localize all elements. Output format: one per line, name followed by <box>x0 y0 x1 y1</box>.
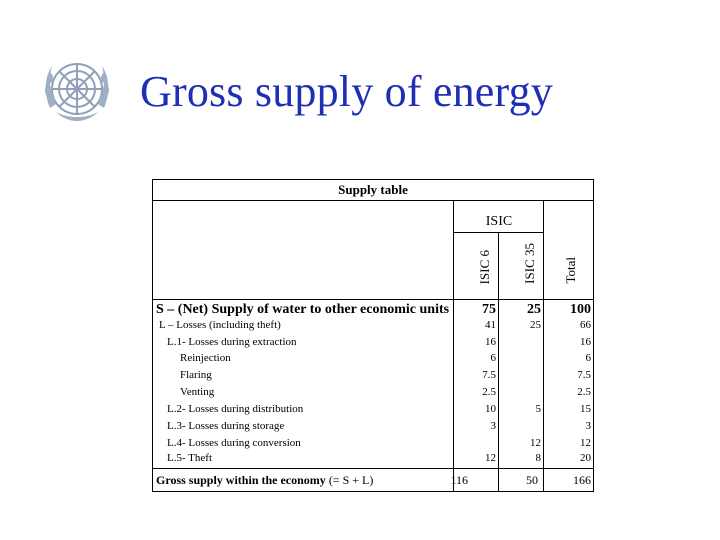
row-total-value: 20 <box>580 452 591 464</box>
row-isic35-value: 8 <box>535 452 541 464</box>
table-row <box>153 352 593 369</box>
table-row <box>153 420 593 437</box>
row-total-value: 100 <box>570 302 591 317</box>
column-header-isic35: ISIC 35 <box>522 243 537 284</box>
row-label: Reinjection <box>180 352 231 364</box>
row-isic35-value: 25 <box>530 319 541 331</box>
row-total-value: 66 <box>580 319 591 331</box>
row-isic6-value: 10 <box>485 403 496 415</box>
row-isic6-value: 12 <box>485 452 496 464</box>
table-row <box>153 452 593 469</box>
slide-title: Gross supply of energy <box>140 67 553 116</box>
row-label: L.4- Losses during conversion <box>167 437 301 449</box>
row-label: L – Losses (including theft) <box>159 319 281 331</box>
table-row <box>153 386 593 403</box>
un-emblem-icon <box>38 50 116 128</box>
table-row <box>153 319 593 336</box>
gross-total-value: 166 <box>573 473 591 487</box>
row-total-value: 6 <box>585 352 591 364</box>
title-divider <box>153 200 593 201</box>
row-isic6-value: 2.5 <box>482 386 496 398</box>
row-label: S – (Net) Supply of water to other economic units <box>156 302 450 317</box>
header-divider <box>153 299 593 300</box>
isic-header: ISIC <box>485 214 513 229</box>
gross-supply-label: Gross supply within the economy (= S + L) <box>156 473 374 487</box>
gross-isic35-value: 50 <box>526 473 538 487</box>
row-isic35-value: 25 <box>527 302 541 317</box>
row-isic6-value: 3 <box>490 420 496 432</box>
row-label: Venting <box>180 386 215 398</box>
column-header-isic6: ISIC 6 <box>477 249 492 284</box>
row-label: L.1- Losses during extraction <box>167 336 297 348</box>
row-total-value: 12 <box>580 437 591 449</box>
row-isic35-value: 12 <box>530 437 541 449</box>
table-title: Supply table <box>338 182 408 197</box>
table-row <box>153 403 593 420</box>
row-total-value: 7.5 <box>577 369 591 381</box>
supply-table <box>152 179 594 492</box>
row-label: L.3- Losses during storage <box>167 420 285 432</box>
row-total-value: 15 <box>580 403 591 415</box>
gross-supply-row <box>153 473 593 490</box>
table-row <box>153 336 593 353</box>
column-header-total: Total <box>563 257 578 284</box>
isic-group-divider <box>453 232 543 233</box>
row-isic6-value: 7.5 <box>482 369 496 381</box>
row-isic35-value: 5 <box>535 403 541 415</box>
row-total-value: 3 <box>585 420 591 432</box>
row-isic6-value: 41 <box>485 319 496 331</box>
row-isic6-value: 75 <box>482 302 496 317</box>
row-isic6-value: 6 <box>490 352 496 364</box>
row-label: L.2- Losses during distribution <box>167 403 304 415</box>
row-label: L.5- Theft <box>167 452 213 464</box>
row-isic6-value: 16 <box>485 336 496 348</box>
row-total-value: 16 <box>580 336 591 348</box>
row-label: Flaring <box>180 369 212 381</box>
table-row <box>153 302 593 319</box>
row-total-value: 2.5 <box>577 386 591 398</box>
table-row <box>153 369 593 386</box>
gross-isic6-value: 116 <box>450 473 468 487</box>
